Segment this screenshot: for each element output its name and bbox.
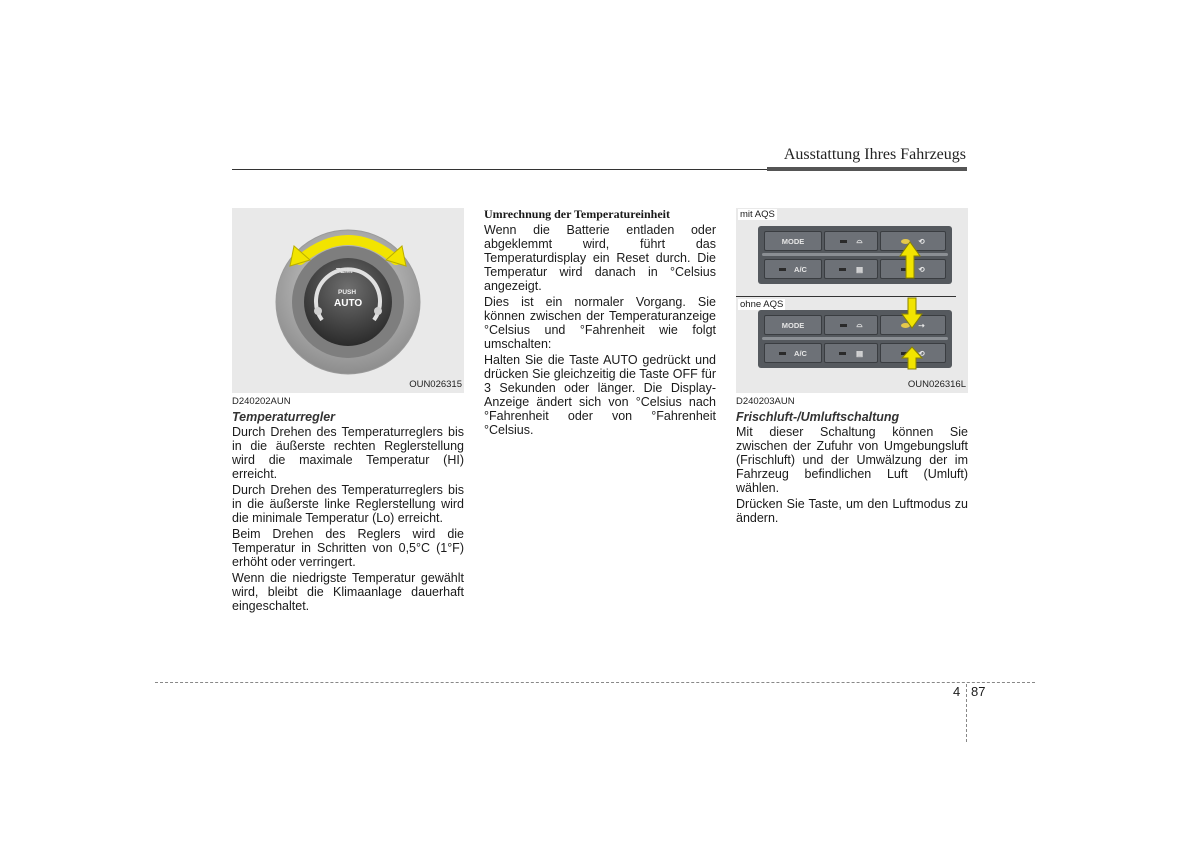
- panel-divider: [762, 337, 948, 340]
- paragraph: Durch Drehen des Temperaturreglers bis in die äußerste linke Reglerstellung wird die minimale Temperatur (Lo) erreicht.: [232, 483, 464, 525]
- ac-label: A/C: [794, 264, 807, 274]
- label-with-aqs: mit AQS: [740, 209, 775, 220]
- paragraph: Dies ist ein normaler Vorgang. Sie können zwischen der Temperaturanzeige °Celsius und °Fahrenheit wie folgt umschalten:: [484, 295, 716, 351]
- recirculation-icon: ⟲: [918, 264, 925, 274]
- footer-rule: [155, 682, 1035, 683]
- column-2-text: [484, 207, 716, 439]
- up-arrow-icon: [900, 346, 924, 370]
- temp-knob-figure: [232, 208, 464, 393]
- climate-panel-without-aqs: [758, 310, 952, 368]
- indicator-led: [839, 352, 846, 355]
- paragraph: Halten Sie die Taste AUTO gedrückt und drücken Sie gleichzeitig die Taste OFF für 3 Sekunden oder länger. Die Display-Anzeige ändert sich von °Celsius nach °Fahrenheit oder von °Fahrenheit °Celsius.: [484, 353, 716, 437]
- rear-defrost-icon: ▤: [855, 264, 864, 274]
- mode-button[interactable]: MODE: [764, 231, 822, 251]
- page-header-title: Ausstattung Ihres Fahrzeugs: [783, 146, 966, 163]
- indicator-led: [779, 268, 786, 271]
- rear-defrost-button[interactable]: [824, 259, 878, 279]
- section-subtitle: Frischluft-/Umluftschaltung: [736, 410, 900, 424]
- paragraph: Beim Drehen des Reglers wird die Temperatur in Schritten von 0,5°C (1°F) erhöht oder verringert.: [232, 527, 464, 569]
- paragraph: Wenn die niedrigste Temperatur gewählt wird, bleibt die Klimaanlage dauerhaft eingeschaltet.: [232, 571, 464, 613]
- paragraph: Mit dieser Schaltung können Sie zwischen der Zufuhr von Umgebungsluft (Frischluft) und der Umwälzung der im Fahrzeug befindlichen Luft (Umluft) wählen.: [736, 425, 968, 495]
- indicator-led: [840, 240, 847, 243]
- ac-button[interactable]: [764, 343, 822, 363]
- indicator-led: [779, 352, 786, 355]
- climate-panel-with-aqs: [758, 226, 952, 284]
- column-3-text: [736, 396, 968, 527]
- doc-code: D240202AUN: [232, 396, 291, 407]
- figure-code: OUN026315: [409, 379, 462, 390]
- defrost-icon: ⌓: [856, 236, 863, 245]
- defrost-icon: ⌓: [856, 320, 863, 329]
- label-without-aqs: ohne AQS: [740, 299, 784, 310]
- recirculation-icon: ⟲: [918, 348, 925, 358]
- fresh-air-icon: ⇢: [918, 320, 925, 330]
- paragraph: Wenn die Batterie entladen oder abgeklemmt wird, führt das Temperaturdisplay ein Reset durch. Die Temperatur wird danach in °Celsius angezeigt.: [484, 223, 716, 293]
- knob-label-temp: TEMP: [336, 268, 356, 275]
- knob-label-push: PUSH: [338, 289, 357, 296]
- up-arrow-icon: [898, 240, 925, 280]
- paragraph: Drücken Sie Taste, um den Luftmodus zu ändern.: [736, 497, 968, 525]
- defrost-button[interactable]: [824, 315, 878, 335]
- mode-button[interactable]: MODE: [764, 315, 822, 335]
- knob-label-auto: AUTO: [334, 298, 363, 309]
- indicator-led: [840, 324, 847, 327]
- chapter-number: 4: [953, 684, 961, 699]
- indicator-led: [839, 268, 846, 271]
- section-subtitle: Temperaturregler: [232, 410, 336, 424]
- ac-label: A/C: [794, 348, 807, 358]
- footer-vertical-rule: [966, 684, 967, 742]
- rear-defrost-button[interactable]: [824, 343, 878, 363]
- figure-code: OUN026316L: [907, 379, 966, 390]
- doc-code: D240203AUN: [736, 396, 795, 407]
- ac-button[interactable]: [764, 259, 822, 279]
- rear-defrost-icon: ▤: [855, 348, 864, 358]
- page-number: 87: [971, 684, 986, 699]
- section-heading: Umrechnung der Temperatureinheit: [484, 207, 671, 221]
- defrost-button[interactable]: [824, 231, 878, 251]
- paragraph: Durch Drehen des Temperaturreglers bis in die äußerste rechten Reglerstellung wird die maximale Temperatur (HI) erreicht.: [232, 425, 464, 481]
- air-recirculation-figure: [736, 208, 968, 393]
- column-1-text: [232, 396, 464, 615]
- down-arrow-icon: [900, 296, 924, 330]
- recirculation-icon: ⟲: [918, 236, 925, 246]
- header-tab-bar: [767, 167, 967, 171]
